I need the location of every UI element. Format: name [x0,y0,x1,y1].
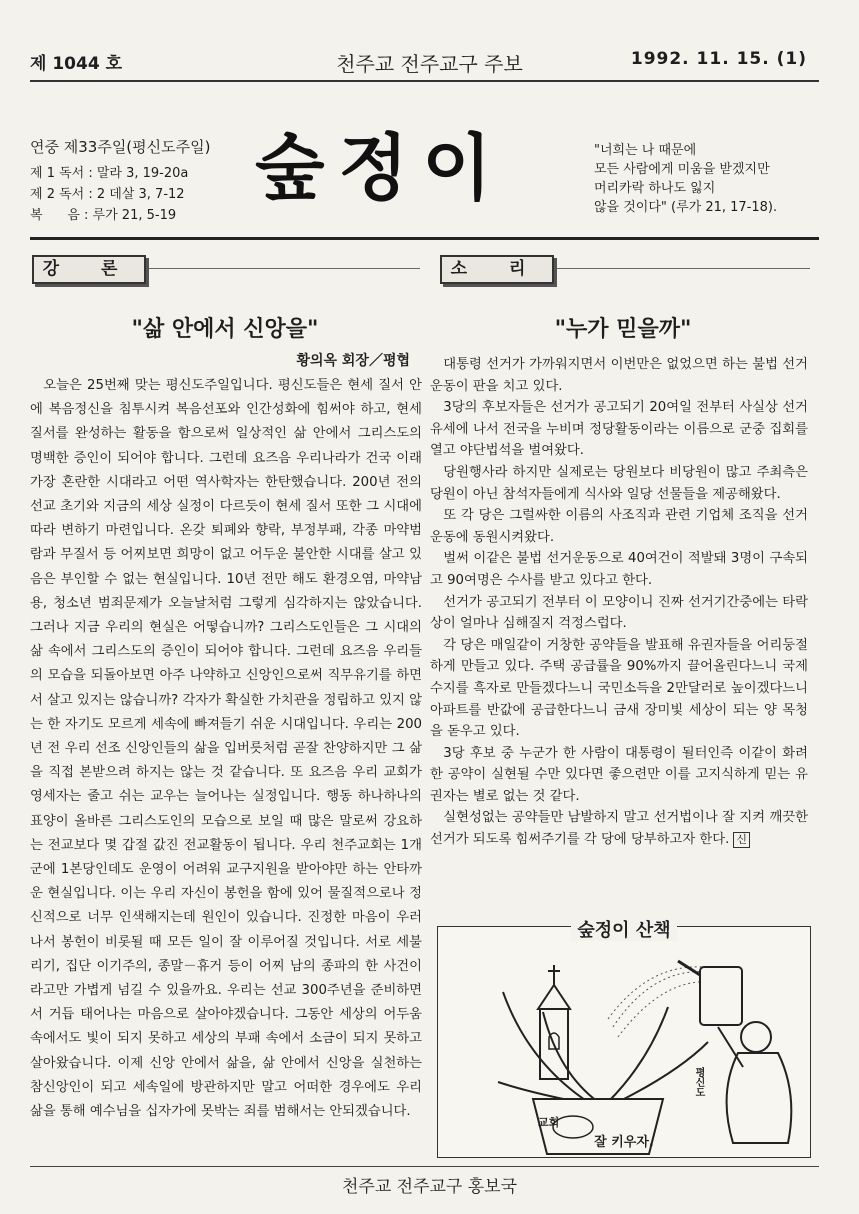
section-rule-right [556,268,810,269]
end-mark: 신 [733,832,750,848]
editorial-paragraph: 3당 후보 중 누군가 한 사람이 대통령이 될터인즉 이같이 화려한 공약이 실현될 수만 있다면 좋으련만 이를 고지식하게 믿는 유권자는 별로 없는 것 같다. [430,745,808,804]
masthead-divider [30,237,819,240]
cartoon-title: 숲정이 산책 [437,916,811,942]
publication-name: 천주교 전주교구 주보 [336,52,523,76]
section-label-homily: 강 론 [32,255,146,284]
cartoon-illustration-icon [438,927,810,1157]
quote-line: 모든 사람에게 미움을 받겠지만 [594,162,770,177]
top-divider [30,80,819,82]
cartoon-pot-label: 교회 [538,1116,560,1129]
scripture-quote [594,141,777,217]
quote-line: 머리카락 하나도 잃지 [594,181,716,196]
reading-gospel: 복 음 : 루가 21, 5-19 [30,208,177,223]
editorial-paragraph: 실현성없는 공약들만 남발하지 말고 선거법이나 잘 지켜 깨끗한 선거가 되도록 힘써주기를 각 당에 당부하고자 한다. 신 [430,810,808,848]
editorial-paragraph: 대통령 선거가 가까워지면서 이번만은 없었으면 하는 불법 선거운동이 판을 치고 있다. [430,357,808,394]
editorial-title: "누가 믿을까" [554,317,692,342]
quote-line: "너희는 나 때문에 [594,143,697,158]
editorial-paragraph: 또 각 당은 그럴싸한 이름의 사조직과 관련 기업체 조직을 선거운동에 동원시켜왔다. [430,508,808,545]
editorial-paragraph: 벌써 이같은 불법 선거운동으로 40여건이 적발돼 3명이 구속되고 90여명은 수사를 받고 있다고 한다. [430,551,808,588]
footer-publisher: 천주교 전주교구 홍보국 [341,1177,518,1197]
quote-line: 않을 것이다" (루가 21, 17-18). [594,200,778,215]
editorial-paragraph: 당원행사라 하지만 실제로는 당원보다 비당원이 많고 주최측은 당원이 아닌 참석자들에게 식사와 일당 선물들을 제공해왔다. [430,464,808,502]
homily-body [30,374,422,1124]
homily-byline: 황의옥 회장／평협 [296,353,410,369]
editorial-body [430,354,808,851]
editorial-paragraph: 선거가 공고되기 전부터 이 모양이니 진짜 선거기간중에는 타락상이 얼마나 심해질지 걱정스럽다. [430,594,808,632]
cartoon-caption: 잘 키우자. [594,1135,654,1150]
section-rule-left [148,268,420,269]
section-label-voice: 소 리 [440,255,554,284]
cartoon-person-label: 평신도 [693,1067,704,1097]
bottom-divider [30,1166,819,1167]
masthead-title: 숲정이 [255,126,506,210]
reading-first: 제 1 독서 : 말라 3, 19-20a [30,166,189,181]
editorial-paragraph: 3당의 후보자들은 선거가 공고되기 20여일 전부터 사실상 선거유세에 나서 전국을 누비며 정당활동이라는 이름으로 군중 집회를 열고 야단법석을 벌여왔다. [430,400,808,459]
homily-title: "삶 안에서 신앙을" [131,317,319,342]
readings-list [30,163,188,226]
homily-paragraph: 오늘은 25번째 맞는 평신도주일입니다. 평신도들은 현세 질서 안에 복음정신을 침투시켜 복음선포와 인간성화에 힘써야 하고, 현세 질서를 완성하는 활동을 함으로써 일상적인 삶 안에서 그리스도의 명백한 증인이 되어야 합니다. 그런데 요즈음 우리나라가 건국 이래 가장 혼란한 시대라고 어떤 역사학자는 한탄했습니다. 200년 전의 선교 초기와 지금의 세상 실정이 다르듯이 현세 질서 또한 그 시대에 따라 변하기 마련입니다. 온갖 퇴폐와 향락, 부정부패, 각종 마약범람과 무질서 등 어찌보면 희망이 없고 어두운 불안한 시대를 살고 있음은 부인할 수 없는 현실입니다. 10년 전만 해도 환경오염, 마약남용, 청소년 범죄문제가 오늘날처럼 그렇게 심각하지는 않았습니다. 그러나 지금 우리의 현실은 어떻습니까? 그리스도인들은 그 시대의 삶 속에서 그리스도의 증인이 되어야 합니다. 그런데 요즈음 우리들의 모습을 되돌아보면 아주 나약하고 신앙인으로써 직무유기를 하면서 살고 있지는 않습니까? 각자가 확실한 가치관을 정립하고 있지 않는 한 자기도 모르게 세속에 빠져들기 쉬운 시대입니다. 우리는 200년 전 우리 선조 신앙인들의 삶을 입버릇처럼 곧잘 찬양하지만 그 삶을 직접 본받으려 하지는 않는 것 같습니다. 또 요즈음 우리 교회가 영세자는 줄고 쉬는 교우는 늘어나는 실정입니다. 행동 하나하나의 표양이 올바른 그리스도인의 모습으로 보일 때 많은 말로써 강요하는 전교보다 몇 갑절 값진 전교활동이 됩니다. 우리 천주교회는 1개군에 1본당인데도 운영이 어려워 교구지원을 받아야만 하는 안타까운 현실입니다. 이는 우리 자신이 봉헌을 함에 있어 물질적으로나 정신적으로 너무 인색해지는데 원인이 있습니다. 진정한 마음이 우러나서 봉헌이 비롯될 때 모든 일이 잘 이루어질 것입니다. 서로 세불리기, 집단 이기주의, 종말－휴거 등이 어찌 남의 종파의 한 사건이라고만 가볍게 넘길 수 있을까요. 우리는 선교 300주년을 준비하면서 거듭 태어나는 마음으로 살아야겠습니다. 그동안 세상의 어두움 속에서도 빛이 되지 못하고 세상의 부패 속에서 소금이 되지 못하고 살아왔습니다. 이제 신앙 안에서 삶을, 삶 안에서 신앙을 실천하는 참신앙인이 되고 세속일에 방관하지만 말고 어떠한 경우에도 우리 삶을 통해 예수님을 십자가에 못박는 죄를 범해서는 안되겠습니다. [30,378,422,1120]
cartoon-panel [437,926,811,1158]
issue-date: 1992. 11. 15. (1) [630,49,807,69]
editorial-paragraph: 각 당은 매일같이 거창한 공약들을 발표해 유권자들을 어리둥절하게 만들고 있다. 주택 공급률을 90%까지 끌어올린다느니 국제수지를 흑자로 만들겠다느니 국민소득을 2만달러로 높이겠다느니 아파트를 반값에 공급한다느니 금새 장미빛 세상이 되는 양 목청을 돋우고 있다. [430,637,808,740]
issue-number: 제 1044 호 [30,54,122,74]
liturgical-sunday: 연중 제33주일(평신도주일) [30,138,211,156]
reading-second: 제 2 독서 : 2 데살 3, 7-12 [30,187,185,202]
